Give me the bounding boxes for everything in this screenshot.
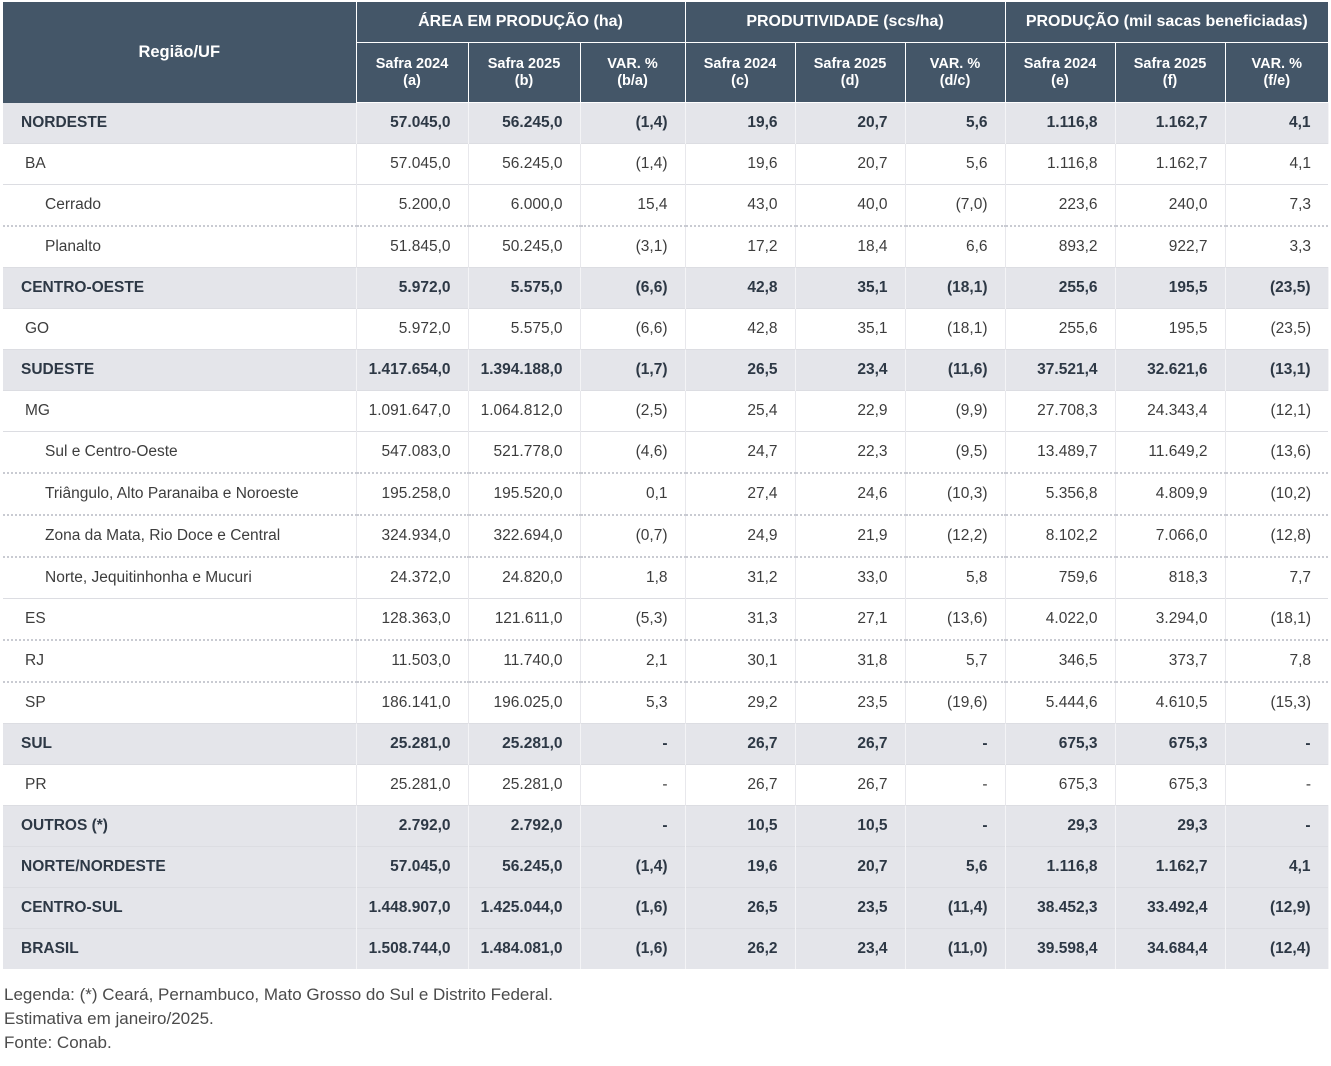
col-label-line1: Safra 2025 [813,55,887,72]
cell-value: 5.972,0 [356,309,468,350]
cell-value: 1.116,8 [1005,144,1115,185]
cell-value: 5,8 [905,557,1005,599]
col-label-line2: (b) [514,72,534,89]
cell-value: 1.091.647,0 [356,391,468,432]
cell-value: 675,3 [1115,724,1225,765]
column-header-producao-safra-2024 [1005,43,1115,103]
row-label-region-uf: CENTRO-SUL [3,888,356,929]
col-label-line1: Safra 2024 [1023,55,1097,72]
table-row[interactable] [3,515,1328,557]
cell-value: - [580,806,685,847]
cell-value: 5,3 [580,682,685,724]
cell-value: 893,2 [1005,226,1115,268]
table-row[interactable] [3,765,1328,806]
cell-value: 121.611,0 [468,599,580,641]
col-label-line1: Safra 2025 [487,55,561,72]
table-row[interactable] [3,682,1328,724]
header-row-groups [3,2,1328,43]
cell-value: 23,4 [795,929,905,970]
cell-value: 42,8 [685,268,795,309]
column-header-area-var [580,43,685,103]
cell-value: 56.245,0 [468,847,580,888]
row-label-region-uf: MG [3,391,356,432]
cell-value: 30,1 [685,640,795,682]
cell-value: (12,1) [1225,391,1328,432]
cell-value: 675,3 [1115,765,1225,806]
cell-value: 37.521,4 [1005,350,1115,391]
cell-value: 26,7 [685,765,795,806]
cell-value: 7,3 [1225,185,1328,227]
row-label-region-uf: SUL [3,724,356,765]
cell-value: (1,4) [580,847,685,888]
cell-value: 1.425.044,0 [468,888,580,929]
col-label-line1: VAR. % [607,55,658,72]
cell-value: 4.610,5 [1115,682,1225,724]
cell-value: 3,3 [1225,226,1328,268]
cell-value: 7.066,0 [1115,515,1225,557]
cell-value: 11.740,0 [468,640,580,682]
cell-value: - [1225,765,1328,806]
table-row[interactable] [3,929,1328,970]
cell-value: (3,1) [580,226,685,268]
cell-value: (9,5) [905,432,1005,474]
cell-value: (1,6) [580,929,685,970]
cell-value: 1,8 [580,557,685,599]
cell-value: 24.372,0 [356,557,468,599]
cell-value: 5,7 [905,640,1005,682]
cell-value: 5,6 [905,103,1005,144]
cell-value: 25.281,0 [468,765,580,806]
cell-value: 26,7 [795,724,905,765]
cell-value: 1.394.188,0 [468,350,580,391]
cell-value: 346,5 [1005,640,1115,682]
cell-value: - [580,724,685,765]
cell-value: 11.503,0 [356,640,468,682]
cell-value: 25.281,0 [356,724,468,765]
cell-value: 675,3 [1005,765,1115,806]
row-label-region-uf: RJ [3,640,356,682]
table-header [3,2,1328,103]
cell-value: 1.162,7 [1115,847,1225,888]
cell-value: 1.064.812,0 [468,391,580,432]
cell-value: - [905,724,1005,765]
cell-value: 7,8 [1225,640,1328,682]
table-body [3,103,1328,970]
cell-value: 6.000,0 [468,185,580,227]
cell-value: 5.575,0 [468,268,580,309]
cell-value: 5.575,0 [468,309,580,350]
cell-value: 1.417.654,0 [356,350,468,391]
col-label-line1: Safra 2024 [703,55,777,72]
cell-value: 5.200,0 [356,185,468,227]
cell-value: 24.820,0 [468,557,580,599]
cell-value: (18,1) [1225,599,1328,641]
cell-value: 24,6 [795,473,905,515]
cell-value: 27.708,3 [1005,391,1115,432]
cell-value: 22,3 [795,432,905,474]
cell-value: 1.448.907,0 [356,888,468,929]
row-label-region-uf: Sul e Centro-Oeste [3,432,356,474]
cell-value: 56.245,0 [468,144,580,185]
cell-value: 26,7 [795,765,905,806]
cell-value: 2.792,0 [356,806,468,847]
col-label-line2: (c) [731,72,749,89]
cell-value: 19,6 [685,847,795,888]
table-row[interactable] [3,144,1328,185]
cell-value: 32.621,6 [1115,350,1225,391]
row-label-region-uf: Planalto [3,226,356,268]
cell-value: 4,1 [1225,847,1328,888]
cell-value: 1.116,8 [1005,103,1115,144]
col-label-line2: (f) [1162,72,1178,89]
cell-value: 19,6 [685,103,795,144]
cell-value: 196.025,0 [468,682,580,724]
row-label-region-uf: NORTE/NORDESTE [3,847,356,888]
crop-statistics-table [3,2,1329,969]
cell-value: 759,6 [1005,557,1115,599]
cell-value: 8.102,2 [1005,515,1115,557]
cell-value: 240,0 [1115,185,1225,227]
cell-value: 2.792,0 [468,806,580,847]
column-header-area-safra-2024 [356,43,468,103]
cell-value: 5,6 [905,847,1005,888]
cell-value: 5,6 [905,144,1005,185]
cell-value: 31,3 [685,599,795,641]
cell-value: (13,6) [905,599,1005,641]
cell-value: 20,7 [795,847,905,888]
cell-value: 922,7 [1115,226,1225,268]
cell-value: 4.809,9 [1115,473,1225,515]
col-label-line1: Safra 2025 [1133,55,1207,72]
cell-value: 186.141,0 [356,682,468,724]
cell-value: 7,7 [1225,557,1328,599]
table-row[interactable] [3,309,1328,350]
col-label-line1: Safra 2024 [375,55,449,72]
cell-value: 29,3 [1005,806,1115,847]
cell-value: - [905,806,1005,847]
cell-value: 24.343,4 [1115,391,1225,432]
cell-value: 11.649,2 [1115,432,1225,474]
cell-value: 57.045,0 [356,847,468,888]
cell-value: 255,6 [1005,309,1115,350]
cell-value: 24,7 [685,432,795,474]
cell-value: 18,4 [795,226,905,268]
cell-value: (11,4) [905,888,1005,929]
table-row[interactable] [3,350,1328,391]
col-label-line2: (f/e) [1263,72,1291,89]
col-label-line2: (d) [840,72,860,89]
cell-value: (5,3) [580,599,685,641]
cell-value: 57.045,0 [356,144,468,185]
cell-value: (4,6) [580,432,685,474]
column-header-produtividade-var [905,43,1005,103]
cell-value: (1,7) [580,350,685,391]
cell-value: (6,6) [580,268,685,309]
cell-value: (10,2) [1225,473,1328,515]
row-label-region-uf: CENTRO-OESTE [3,268,356,309]
table-row[interactable] [3,473,1328,515]
cell-value: 29,3 [1115,806,1225,847]
cell-value: 31,2 [685,557,795,599]
cell-value: 23,5 [795,682,905,724]
cell-value: 39.598,4 [1005,929,1115,970]
cell-value: 2,1 [580,640,685,682]
cell-value: 24,9 [685,515,795,557]
cell-value: 51.845,0 [356,226,468,268]
column-header-region-uf: Região/UF [3,2,356,103]
row-label-region-uf: Cerrado [3,185,356,227]
cell-value: 17,2 [685,226,795,268]
cell-value: 23,4 [795,350,905,391]
table-row[interactable] [3,724,1328,765]
cell-value: 34.684,4 [1115,929,1225,970]
legend-line-asterisk: Legenda: (*) Ceará, Pernambuco, Mato Grosso do Sul e Distrito Federal. [4,985,553,1004]
cell-value: 818,3 [1115,557,1225,599]
cell-value: (1,4) [580,144,685,185]
cell-value: 10,5 [685,806,795,847]
cell-value: 255,6 [1005,268,1115,309]
col-label-line1: VAR. % [1251,55,1303,72]
cell-value: 21,9 [795,515,905,557]
col-label-line1: VAR. % [929,55,981,72]
cell-value: (18,1) [905,268,1005,309]
cell-value: 38.452,3 [1005,888,1115,929]
cell-value: 40,0 [795,185,905,227]
row-label-region-uf: PR [3,765,356,806]
cell-value: (10,3) [905,473,1005,515]
cell-value: 31,8 [795,640,905,682]
table-row[interactable] [3,640,1328,682]
cell-value: (12,2) [905,515,1005,557]
row-label-region-uf: BRASIL [3,929,356,970]
cell-value: 675,3 [1005,724,1115,765]
cell-value: (12,4) [1225,929,1328,970]
cell-value: 33.492,4 [1115,888,1225,929]
cell-value: 27,1 [795,599,905,641]
column-group-producao: PRODUÇÃO (mil sacas beneficiadas) [1005,2,1328,43]
cell-value: 25.281,0 [356,765,468,806]
cell-value: 521.778,0 [468,432,580,474]
cell-value: (9,9) [905,391,1005,432]
cell-value: (1,4) [580,103,685,144]
cell-value: (11,0) [905,929,1005,970]
cell-value: (1,6) [580,888,685,929]
cell-value: 4.022,0 [1005,599,1115,641]
cell-value: 10,5 [795,806,905,847]
cell-value: 25,4 [685,391,795,432]
cell-value: 26,5 [685,350,795,391]
column-header-producao-var [1225,43,1328,103]
table-row[interactable] [3,847,1328,888]
cell-value: (23,5) [1225,268,1328,309]
cell-value: 3.294,0 [1115,599,1225,641]
table-row[interactable] [3,103,1328,144]
cell-value: 1.508.744,0 [356,929,468,970]
cell-value: (7,0) [905,185,1005,227]
cell-value: 324.934,0 [356,515,468,557]
table-row[interactable] [3,888,1328,929]
cell-value: 0,1 [580,473,685,515]
cell-value: 27,4 [685,473,795,515]
cell-value: 42,8 [685,309,795,350]
col-label-line2: (d/c) [939,72,971,89]
row-label-region-uf: Triângulo, Alto Paranaiba e Noroeste [3,473,356,515]
cell-value: 43,0 [685,185,795,227]
column-header-produtividade-safra-2025 [795,43,905,103]
table-row[interactable] [3,806,1328,847]
cell-value: 23,5 [795,888,905,929]
cell-value: (2,5) [580,391,685,432]
cell-value: (12,8) [1225,515,1328,557]
table-row[interactable] [3,557,1328,599]
table-row[interactable] [3,599,1328,641]
cell-value: 13.489,7 [1005,432,1115,474]
cell-value: 195,5 [1115,268,1225,309]
table-row[interactable] [3,185,1328,227]
col-label-line2: (b/a) [617,72,648,89]
row-label-region-uf: SP [3,682,356,724]
cell-value: (0,7) [580,515,685,557]
cell-value: - [1225,806,1328,847]
row-label-region-uf: ES [3,599,356,641]
cell-value: - [905,765,1005,806]
cell-value: (23,5) [1225,309,1328,350]
cell-value: 56.245,0 [468,103,580,144]
row-label-region-uf: OUTROS (*) [3,806,356,847]
cell-value: - [1225,724,1328,765]
cell-value: 5.972,0 [356,268,468,309]
cell-value: 373,7 [1115,640,1225,682]
legend-block [4,983,1331,1055]
legend-line-source: Fonte: Conab. [4,1033,112,1053]
cell-value: 6,6 [905,226,1005,268]
cell-value: 29,2 [685,682,795,724]
cell-value: 26,5 [685,888,795,929]
col-label-line2: (e) [1051,72,1069,89]
cell-value: 19,6 [685,144,795,185]
col-label-line2: (a) [403,72,421,89]
cell-value: 1.116,8 [1005,847,1115,888]
cell-value: 1.484.081,0 [468,929,580,970]
cell-value: 33,0 [795,557,905,599]
column-group-area: ÁREA EM PRODUÇÃO (ha) [356,2,685,43]
cell-value: 195,5 [1115,309,1225,350]
cell-value: 195.520,0 [468,473,580,515]
row-label-region-uf: Zona da Mata, Rio Doce e Central [3,515,356,557]
cell-value: 20,7 [795,144,905,185]
cell-value: 20,7 [795,103,905,144]
cell-value: (13,1) [1225,350,1328,391]
cell-value: - [580,765,685,806]
column-header-area-safra-2025 [468,43,580,103]
row-label-region-uf: NORDESTE [3,103,356,144]
cell-value: 223,6 [1005,185,1115,227]
cell-value: 5.444,6 [1005,682,1115,724]
table-row[interactable] [3,432,1328,474]
cell-value: 4,1 [1225,103,1328,144]
cell-value: 35,1 [795,309,905,350]
cell-value: 5.356,8 [1005,473,1115,515]
cell-value: 128.363,0 [356,599,468,641]
table-row[interactable] [3,226,1328,268]
row-label-region-uf: BA [3,144,356,185]
row-label-region-uf: SUDESTE [3,350,356,391]
table-page [0,2,1331,1066]
cell-value: 322.694,0 [468,515,580,557]
table-row[interactable] [3,391,1328,432]
cell-value: 26,2 [685,929,795,970]
column-header-produtividade-safra-2024 [685,43,795,103]
cell-value: (18,1) [905,309,1005,350]
cell-value: 195.258,0 [356,473,468,515]
cell-value: 1.162,7 [1115,103,1225,144]
cell-value: 15,4 [580,185,685,227]
legend-line-estimate: Estimativa em janeiro/2025. [4,1009,214,1029]
cell-value: 547.083,0 [356,432,468,474]
cell-value: 22,9 [795,391,905,432]
row-label-region-uf: GO [3,309,356,350]
cell-value: 1.162,7 [1115,144,1225,185]
column-header-producao-safra-2025 [1115,43,1225,103]
cell-value: (11,6) [905,350,1005,391]
cell-value: 25.281,0 [468,724,580,765]
table-row[interactable] [3,268,1328,309]
cell-value: (6,6) [580,309,685,350]
cell-value: 35,1 [795,268,905,309]
cell-value: 4,1 [1225,144,1328,185]
cell-value: 57.045,0 [356,103,468,144]
cell-value: 26,7 [685,724,795,765]
row-label-region-uf: Norte, Jequitinhonha e Mucuri [3,557,356,599]
column-group-produtividade: PRODUTIVIDADE (scs/ha) [685,2,1005,43]
cell-value: (19,6) [905,682,1005,724]
cell-value: (13,6) [1225,432,1328,474]
cell-value: (12,9) [1225,888,1328,929]
cell-value: (15,3) [1225,682,1328,724]
cell-value: 50.245,0 [468,226,580,268]
